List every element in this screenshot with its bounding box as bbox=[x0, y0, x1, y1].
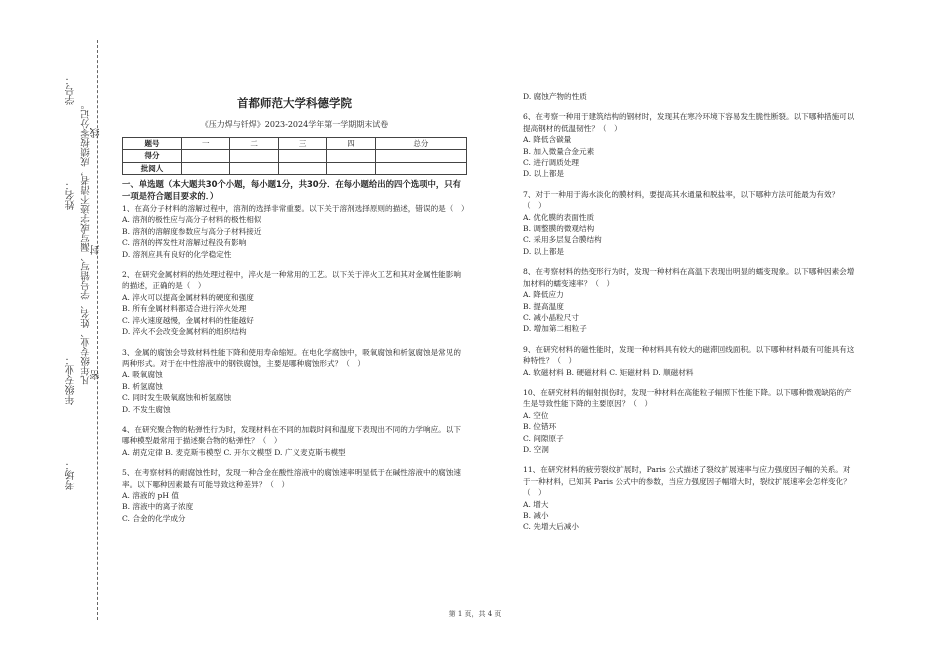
option: C. 减小晶粒尺寸 bbox=[523, 312, 579, 322]
option: A. 溶剂的极性应与高分子材料的极性相似 bbox=[122, 215, 262, 225]
question-9 bbox=[523, 344, 858, 378]
score-cell[interactable] bbox=[182, 150, 230, 162]
option: C. 同时发生吸氧腐蚀和析氢腐蚀 bbox=[122, 393, 232, 403]
option: A. 增大 bbox=[523, 499, 549, 509]
question-8 bbox=[523, 266, 858, 334]
question-stem: 3、金属的腐蚀会导致材料性能下降和使用寿命缩短。在电化学腐蚀中，吸氧腐蚀和析氢腐蚀是常见的两种形式。对于在中性溶液中的钢铁腐蚀，主要是哪种腐蚀形式？（ ） bbox=[122, 347, 461, 368]
score-header-cell: 二 bbox=[230, 137, 278, 149]
question-stem: 9、在研究材料的磁性能时，发现一种材料具有较大的磁滞回线面积。以下哪种材料最有可能具有这种特性？（ ） bbox=[523, 344, 855, 366]
question-stem: 5、在考察材料的耐腐蚀性时，发现一种合金在酸性溶液中的腐蚀速率明显低于在碱性溶液中的腐蚀速率。以下哪种因素最有可能导致这种差异？（ ） bbox=[122, 468, 461, 489]
grader-row-label: 批阅人 bbox=[123, 162, 182, 174]
page-title: 首都师范大学科德学院 bbox=[237, 96, 352, 110]
question-stem: 7、对于一种用于海水淡化的膜材料，要提高其水通量和脱盐率，以下哪种方法可能最为有效？（ ） bbox=[523, 189, 840, 211]
question-stem: 10、在研究材料的辐射损伤时，发现一种材料在高能粒子辐照下性能下降。以下哪种微观缺陷的产生是导致性能下降的主要原因？（ ） bbox=[523, 387, 852, 409]
option: C. 采用多层复合膜结构 bbox=[523, 235, 602, 245]
option: A. 淬火可以提高金属材料的硬度和强度 bbox=[122, 292, 254, 302]
question-stem: 1、在高分子材料的溶解过程中，溶剂的选择非常重要。以下关于溶剂选择原则的描述，错误的是（ ） bbox=[122, 204, 469, 214]
student-id-label: 学号： bbox=[66, 75, 77, 105]
seal-mark-line: 线 bbox=[91, 128, 102, 138]
page-footer: 第 1 页，共 4 页 bbox=[448, 610, 502, 618]
grader-cell[interactable] bbox=[375, 162, 466, 174]
seal-mark-seal: 封 bbox=[91, 245, 102, 255]
option: C. 进行调质处理 bbox=[523, 158, 579, 168]
grader-cell[interactable] bbox=[182, 162, 230, 174]
name-label: 姓名： bbox=[66, 180, 77, 210]
question-stem: 4、在研究聚合物的粘弹性行为时，发现材料在不同的加载时间和温度下表现出不同的力学响应。以下哪种模型最常用于描述聚合物的粘弹性？（ ） bbox=[122, 424, 461, 446]
option: D. 空洞 bbox=[523, 444, 549, 454]
option: D. 以上都是 bbox=[523, 169, 565, 179]
question-4 bbox=[122, 424, 467, 458]
option: A. 胡克定律 B. 麦克斯韦模型 C. 开尔文模型 D. 广义麦克斯韦模型 bbox=[122, 447, 346, 457]
question-stem: 6、在考察一种用于建筑结构的钢材时，发现其在寒冷环境下容易发生脆性断裂。以下哪种措施可以提高钢材的低温韧性？（ ） bbox=[523, 112, 855, 133]
option: B. 析氢腐蚀 bbox=[122, 381, 163, 391]
option: A. 降低含碳量 bbox=[523, 135, 572, 145]
score-table bbox=[122, 137, 467, 175]
exam-subtitle: 《压力焊与钎焊》2023-2024学年第一学期期末试卷 bbox=[200, 120, 389, 130]
score-header-cell: 一 bbox=[182, 137, 230, 149]
option: A. 溶液的 pH 值 bbox=[122, 490, 179, 500]
score-cell[interactable] bbox=[327, 150, 375, 162]
option: D. 不发生腐蚀 bbox=[122, 404, 171, 414]
option: B. 所有金属材料都适合进行淬火处理 bbox=[122, 304, 247, 314]
option: D. 腐蚀产物的性质 bbox=[523, 92, 587, 101]
option: B. 加入微量合金元素 bbox=[523, 146, 595, 156]
seal-notice: 凡年级专业、姓名、学号错写、漏写或字迹不清者，成绩按零分记。 bbox=[81, 100, 92, 385]
question-stem: 2、在研究金属材料的热处理过程中，淬火是一种常用的工艺。以下关于淬火工艺和其对金属性能影响的描述，正确的是（ ） bbox=[122, 270, 461, 291]
exam-site-label: 考场： bbox=[66, 460, 77, 490]
option: B. 提高温度 bbox=[523, 301, 564, 311]
section-heading: 一、单选题（本大题共30个小题，每小题1分，共30分．在每小题给出的四个选项中，只有一项是符合题目要求的．） bbox=[122, 179, 462, 202]
option: A. 空位 bbox=[523, 410, 549, 420]
option: A. 降低应力 bbox=[523, 290, 564, 300]
question-stem: 11、在研究材料的疲劳裂纹扩展时，Paris 公式描述了裂纹扩展速率与应力强度因子幅的关系。对于一种材料，已知其 Paris 公式中的参数，当应力强度因子幅增大时，裂纹扩展速率会怎样变化？（ ） bbox=[523, 465, 851, 498]
option: C. 淬火速度越慢，金属材料的性能越好 bbox=[122, 315, 254, 325]
option: A. 吸氧腐蚀 bbox=[122, 370, 163, 380]
question-3 bbox=[122, 347, 467, 415]
option: B. 调整膜的微观结构 bbox=[523, 224, 595, 234]
option: D. 淬火不会改变金属材料的组织结构 bbox=[122, 327, 247, 337]
binding-dashed-line bbox=[97, 40, 98, 620]
grader-cell[interactable] bbox=[230, 162, 278, 174]
option: A. 优化膜的表面性质 bbox=[523, 212, 595, 222]
option: D. 溶剂应具有良好的化学稳定性 bbox=[122, 249, 232, 259]
question-11 bbox=[523, 464, 858, 532]
option: D. 增加第二相粒子 bbox=[523, 324, 587, 334]
grader-cell[interactable] bbox=[278, 162, 326, 174]
score-cell[interactable] bbox=[278, 150, 326, 162]
option: C. 合金的化学成分 bbox=[122, 513, 186, 523]
question-2 bbox=[122, 269, 467, 337]
question-6 bbox=[523, 111, 858, 179]
option: A. 软磁材料 B. 硬磁材料 C. 矩磁材料 D. 顺磁材料 bbox=[523, 367, 694, 377]
option: B. 溶剂的溶解度参数应与高分子材料接近 bbox=[122, 226, 262, 236]
class-major-label: 年级专业： bbox=[66, 355, 77, 405]
option: C. 先增大后减小 bbox=[523, 522, 579, 532]
grader-row bbox=[123, 162, 467, 174]
score-header-cell: 总分 bbox=[375, 137, 466, 149]
question-10 bbox=[523, 387, 858, 455]
question-5-continued bbox=[523, 91, 858, 102]
option: B. 位错环 bbox=[523, 422, 557, 432]
score-cell[interactable] bbox=[230, 150, 278, 162]
score-header-cell: 题号 bbox=[123, 137, 182, 149]
question-1 bbox=[122, 203, 467, 260]
seal-mark-tight: 密 bbox=[91, 370, 102, 380]
right-column bbox=[523, 91, 858, 533]
score-row-label: 得分 bbox=[123, 150, 182, 162]
score-table-header bbox=[123, 137, 467, 149]
score-cell[interactable] bbox=[375, 150, 466, 162]
option: C. 间隙原子 bbox=[523, 433, 564, 443]
score-row bbox=[123, 150, 467, 162]
option: C. 溶剂的挥发性对溶解过程没有影响 bbox=[122, 238, 247, 248]
option: B. 减小 bbox=[523, 511, 549, 520]
score-header-cell: 三 bbox=[278, 137, 326, 149]
grader-cell[interactable] bbox=[327, 162, 375, 174]
left-column bbox=[122, 96, 467, 524]
option: D. 以上都是 bbox=[523, 246, 565, 256]
question-5 bbox=[122, 467, 467, 524]
question-stem: 8、在考察材料的热变形行为时，发现一种材料在高温下表现出明显的蠕变现象。以下哪种因素会增加材料的蠕变速率？（ ） bbox=[523, 267, 855, 288]
option: B. 溶液中的离子浓度 bbox=[122, 502, 194, 512]
question-7 bbox=[523, 189, 858, 257]
score-header-cell: 四 bbox=[327, 137, 375, 149]
